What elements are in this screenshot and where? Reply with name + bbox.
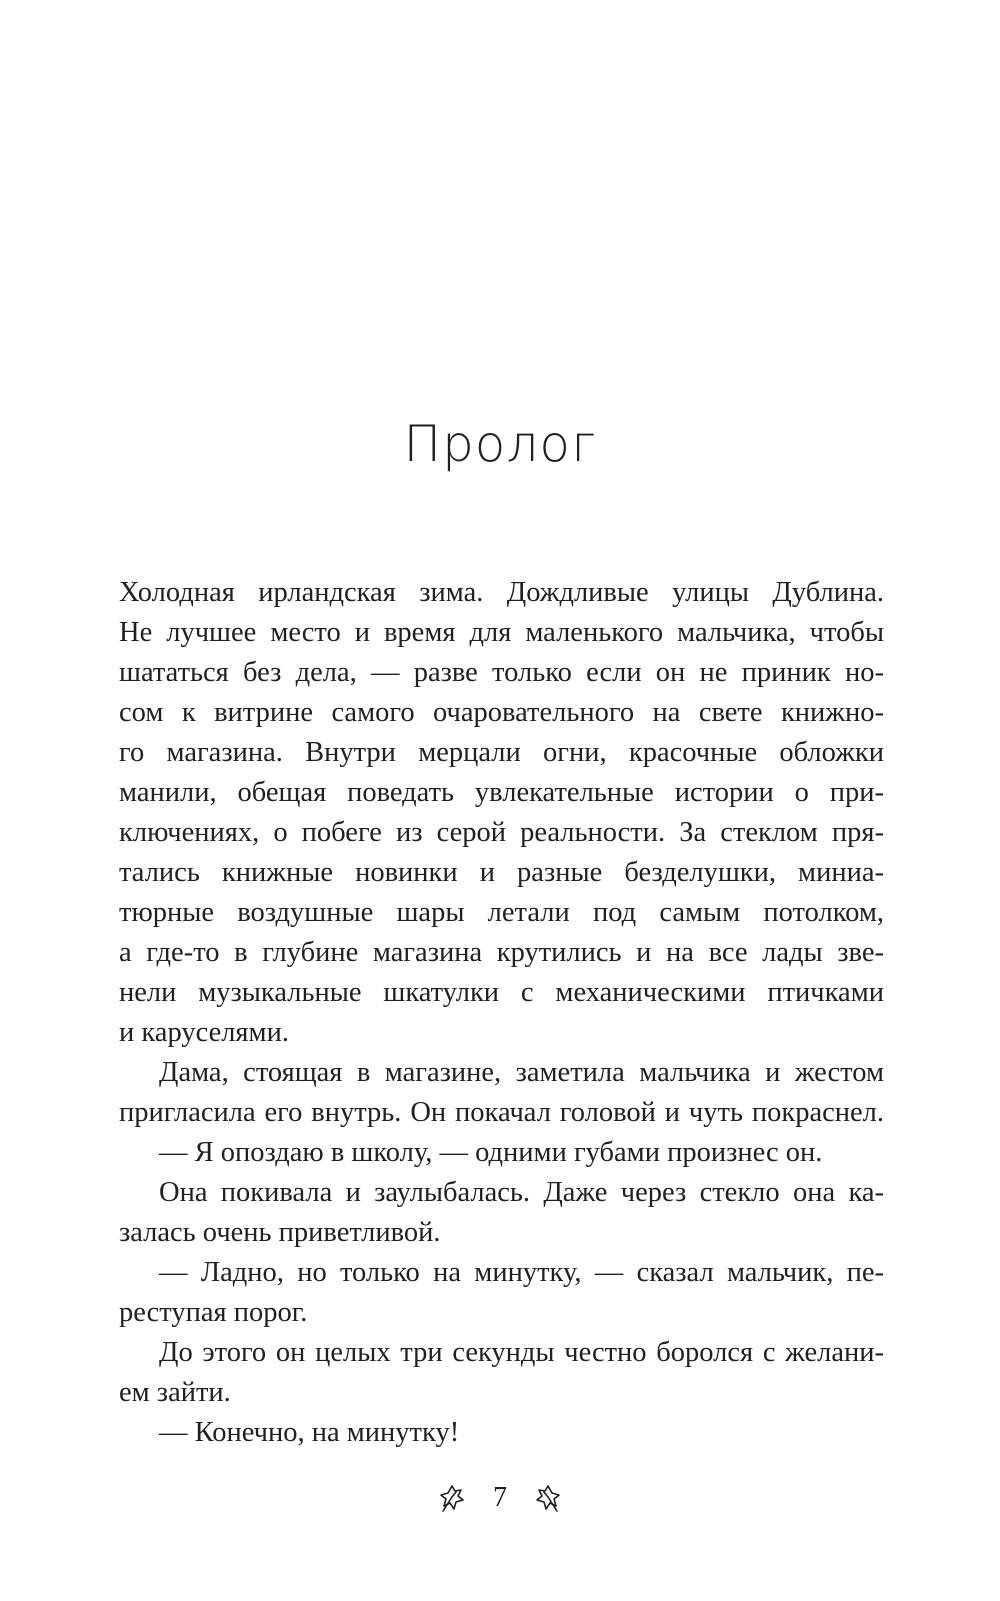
text-line: залась очень приветливой. — [119, 1217, 441, 1248]
text-line: Холодная ирландская зима. Дождливые улицы Дублина. — [119, 577, 884, 608]
text-line: шататься без дела, — разве только если он не приник но- — [119, 657, 884, 688]
text-line: ем зайти. — [119, 1377, 231, 1408]
leaf-icon — [535, 1483, 561, 1513]
text-line: и каруселями. — [119, 1017, 289, 1048]
text-line: ключениях, о побеге из серой реальности. За стеклом пря- — [119, 817, 884, 848]
text-line: Не лучшее место и время для маленького мальчика, чтобы — [119, 617, 884, 648]
body-text — [119, 573, 884, 1453]
text-line: пригласила его внутрь. Он покачал головой и чуть покраснел. — [119, 1097, 884, 1128]
text-line: Она покивала и заулыбалась. Даже через стекло она ка- — [159, 1177, 884, 1208]
text-line: До этого он целых три секунды честно боролся с желани- — [159, 1337, 884, 1368]
text-line: тюрные воздушные шары летали под самым потолком, — [119, 897, 884, 928]
page-number: 7 — [493, 1482, 507, 1513]
text-line: — Ладно, но только на минутку, — сказал мальчик, пе- — [159, 1257, 884, 1288]
text-line: тались книжные новинки и разные безделушки, миниа- — [119, 857, 884, 888]
page-footer — [0, 1480, 1000, 1516]
text-line: манили, обещая поведать увлекательные истории о при- — [119, 777, 884, 808]
text-line: Дама, стоящая в магазине, заметила мальчика и жестом — [159, 1057, 884, 1088]
chapter-title: Пролог — [403, 415, 597, 473]
text-line: сом к витрине самого очаровательного на свете книжно- — [119, 697, 884, 728]
text-line: го магазина. Внутри мерцали огни, красочные обложки — [119, 737, 884, 768]
text-line: реступая порог. — [119, 1297, 308, 1328]
leaf-icon — [439, 1483, 465, 1513]
text-line: — Конечно, на минутку! — [159, 1417, 460, 1448]
text-line: — Я опоздаю в школу, — одними губами произнес он. — [159, 1137, 823, 1168]
text-line: а где-то в глубине магазина крутились и на все лады зве- — [119, 937, 884, 968]
text-line: нели музыкальные шкатулки с механическими птичками — [119, 977, 884, 1008]
